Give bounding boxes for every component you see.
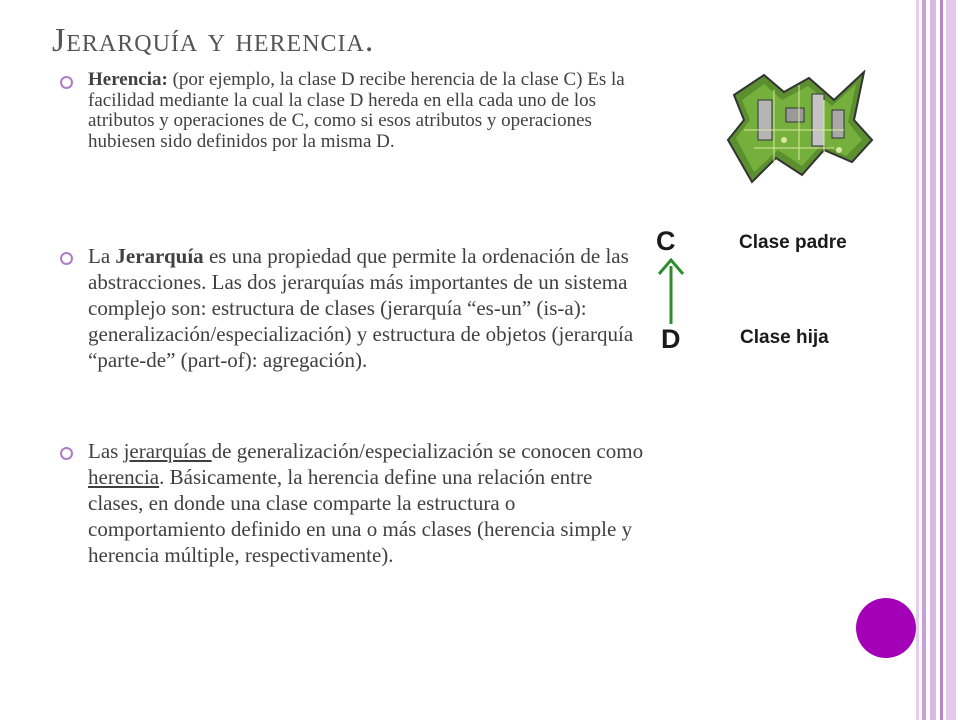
bullet-herencia [88, 70, 648, 152]
bullet-icon [60, 447, 73, 460]
bullet-generalizacion [88, 438, 648, 568]
bullet-1-text: (por ejemplo, la clase D recibe herencia de la clase C) Es la facilidad mediante la cual la clase D hereda en ella cada uno de los atributos y operaciones de C, como si esos atributos y operaciones hubiesen sido definidos por la misma D. [88, 69, 625, 152]
link-herencia[interactable]: herencia [88, 465, 160, 489]
bullet-icon [60, 252, 73, 265]
circuit-board-icon [724, 70, 874, 185]
bullet-2-pre: La [88, 244, 116, 268]
bullet-3-pre: Las [88, 439, 124, 463]
bullet-2-bold: Jerarquía [115, 244, 204, 268]
link-jerarquias[interactable]: jerarquías [123, 439, 212, 463]
bullet-2-text: es una propiedad que permite la ordenación de las abstracciones. Las dos jerarquías más importantes de un sistema complejo son: estructura de clases (jerarquía “es-un” (is-a): generalización/especialización) y estructura de objetos (jerarquía “parte-de” (part-of): agregación). [88, 244, 634, 372]
bullet-3-text: . Básicamente, la herencia define una relación entre clases, en donde una clase comparte la estructura o comportamiento definido en una o más clases (herencia simple y herencia múltiple, respectivamente). [88, 465, 633, 567]
bullet-3-mid: de generalización/especialización se conocen como [211, 439, 644, 463]
bullet-jerarquia [88, 243, 648, 373]
bullet-icon [60, 76, 73, 89]
slide-title: Jerarquía y herencia. [52, 22, 375, 59]
bullet-1-bold: Herencia: [88, 69, 168, 90]
decorative-stripes [916, 0, 960, 720]
decorative-circle [856, 598, 916, 658]
parent-letter: C [656, 226, 676, 256]
parent-label: Clase padre [739, 232, 847, 253]
up-arrow-icon [656, 256, 686, 326]
child-label: Clase hija [740, 327, 829, 348]
child-letter: D [661, 324, 681, 354]
